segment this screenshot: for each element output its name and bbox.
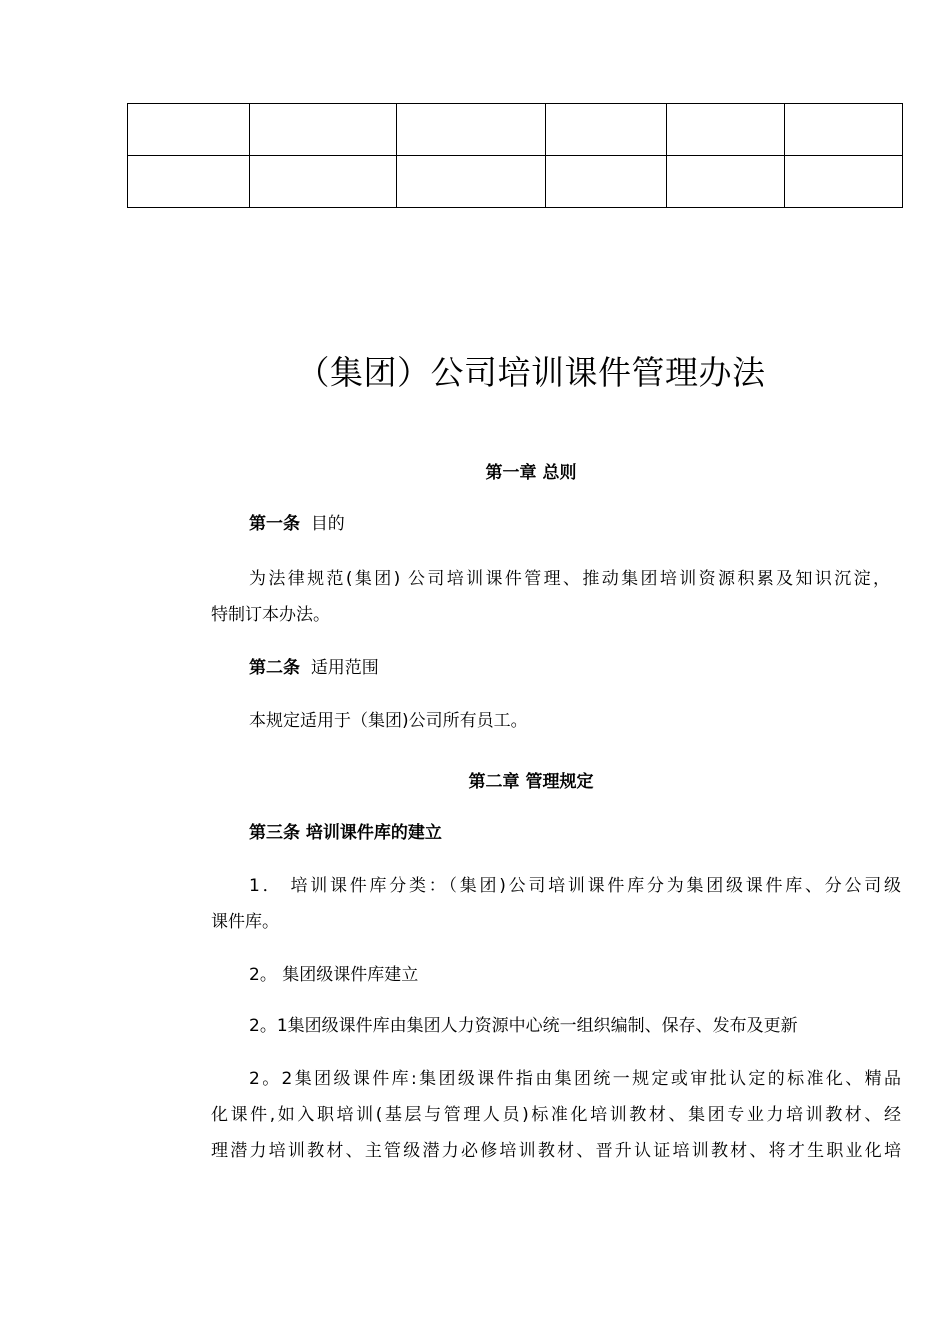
document-title: （集团）公司培训课件管理办法 — [296, 353, 766, 392]
article-1-heading — [249, 512, 345, 536]
article-3-item-2-2-line-3: 理潜力培训教材、主管级潜力必修培训教材、晋升认证培训教材、将才生职业化培 — [211, 1141, 901, 1161]
article-1-body-line-2: 特制订本办法。 — [211, 605, 330, 625]
table-cell — [667, 104, 785, 156]
article-3-item-2-2-line-1: 2。2集团级课件库:集团级课件指由集团统一规定或审批认定的标准化、精品 — [249, 1069, 901, 1089]
article-2-name: 适用范围 — [310, 658, 379, 678]
table-cell — [128, 104, 250, 156]
chapter-2-heading: 第二章 管理规定 — [468, 772, 594, 792]
article-3-item-2: 2。 集团级课件库建立 — [249, 965, 419, 985]
table-cell — [546, 104, 667, 156]
article-3-item-1-line-2: 课件库。 — [211, 912, 279, 932]
table-cell — [785, 104, 903, 156]
article-2-body: 本规定适用于（集团)公司所有员工。 — [249, 711, 528, 731]
article-1-name: 目的 — [310, 514, 345, 534]
article-3-item-2-1: 2。1集团级课件库由集团人力资源中心统一组织编制、保存、发布及更新 — [249, 1016, 798, 1036]
article-3-item-2-2-line-2: 化课件,如入职培训(基层与管理人员)标准化培训教材、集团专业力培训教材、经 — [211, 1105, 901, 1125]
table-cell — [785, 156, 903, 208]
article-3-heading: 第三条 培训课件库的建立 — [249, 823, 442, 843]
article-2-heading — [249, 656, 379, 680]
table-row — [128, 104, 903, 156]
table-cell — [250, 156, 397, 208]
article-2-label: 第二条 — [249, 658, 300, 678]
article-1-body-line-1: 为法律规范(集团) 公司培训课件管理、推动集团培训资源积累及知识沉淀， — [249, 569, 890, 589]
table-cell — [667, 156, 785, 208]
article-1-label: 第一条 — [249, 514, 300, 534]
table-cell — [250, 104, 397, 156]
table-cell — [128, 156, 250, 208]
table-cell — [397, 156, 546, 208]
table-cell — [546, 156, 667, 208]
header-table — [127, 103, 903, 208]
article-3-item-1-line-1: 1． 培训课件库分类：（集团)公司培训课件库分为集团级课件库、分公司级 — [249, 876, 901, 896]
table-cell — [397, 104, 546, 156]
table-row — [128, 156, 903, 208]
chapter-1-heading: 第一章 总则 — [485, 463, 577, 483]
